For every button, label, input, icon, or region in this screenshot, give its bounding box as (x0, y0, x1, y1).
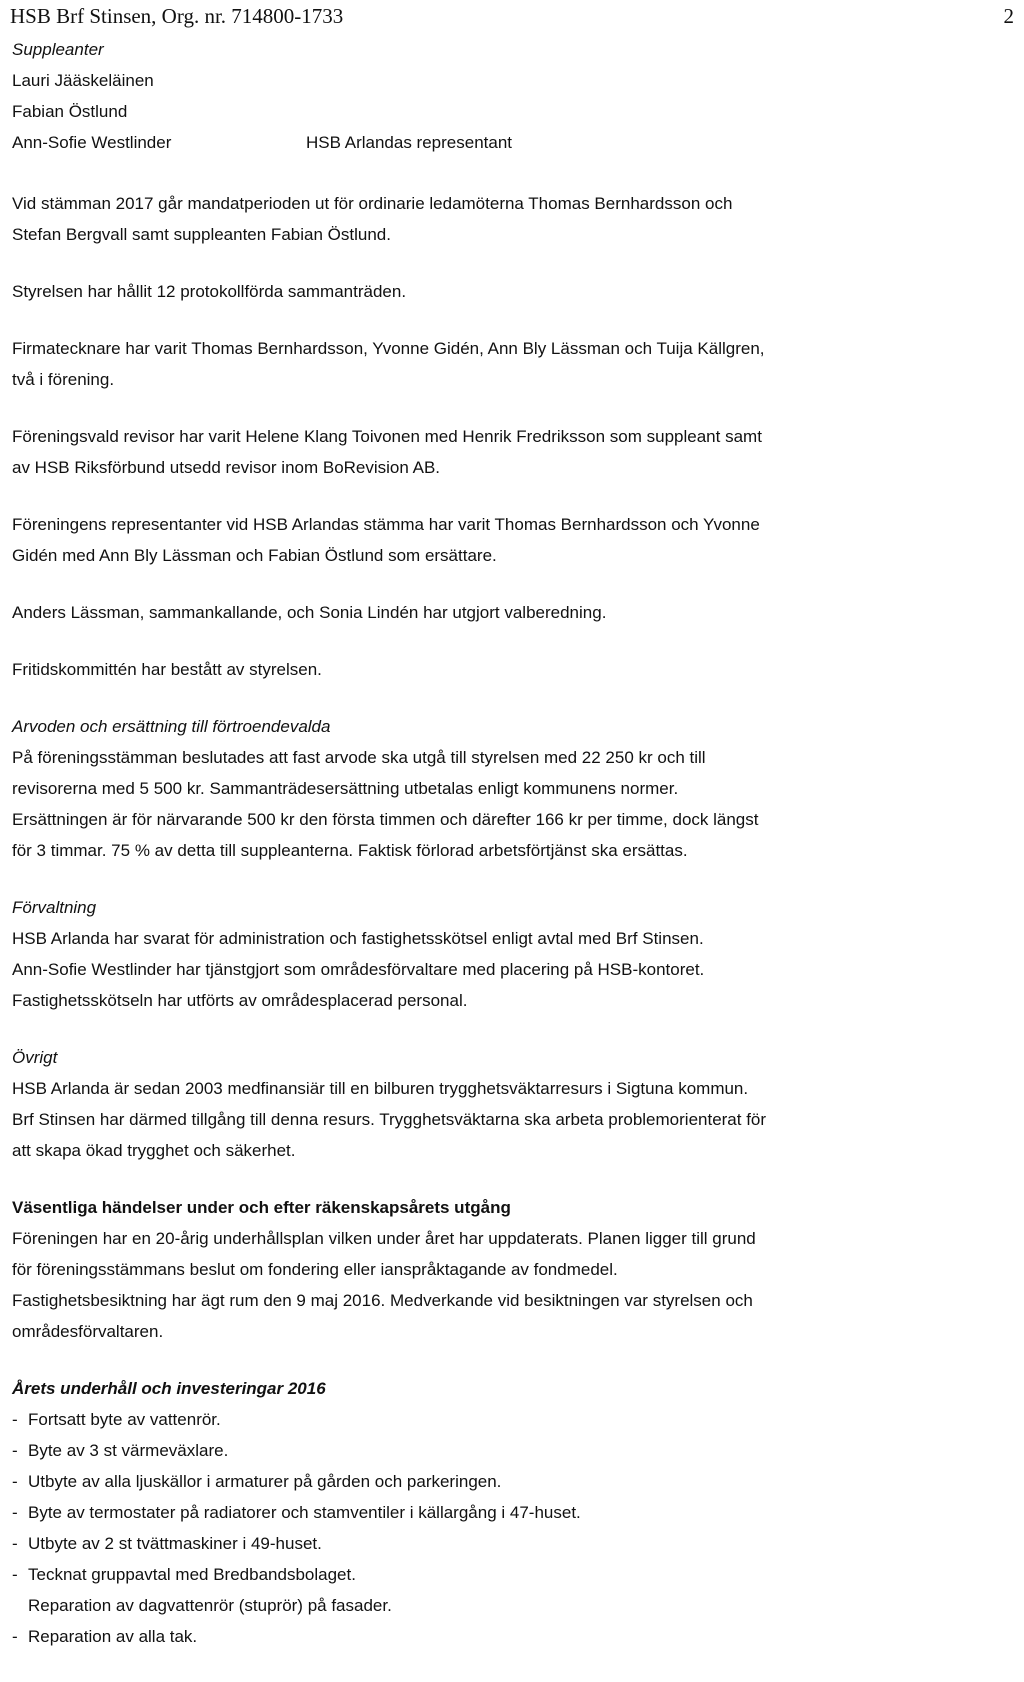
list-dash: - (12, 1410, 18, 1429)
list-item (12, 1466, 1007, 1497)
paragraph-line: att skapa ökad trygghet och säkerhet. (12, 1141, 296, 1160)
paragraph-line: Firmatecknare har varit Thomas Bernhardsson, Yvonne Gidén, Ann Bly Lässman och Tuija Källgren, (12, 339, 765, 358)
list-item-text: Utbyte av alla ljuskällor i armaturer på gården och parkeringen. (28, 1472, 502, 1491)
vasentliga-section (12, 1192, 1007, 1347)
arvoden-section (12, 711, 1007, 866)
paragraph-line: Fastighetsbesiktning har ägt rum den 9 maj 2016. Medverkande vid besiktningen var styrelsen och (12, 1291, 753, 1310)
list-item-text: Reparation av alla tak. (28, 1627, 198, 1646)
suppleanter-section (12, 34, 1007, 158)
paragraph-line: Vid stämman 2017 går mandatperioden ut för ordinarie ledamöterna Thomas Bernhardsson och (12, 194, 733, 213)
styrelse-paragraph (12, 276, 1007, 307)
valberedning-paragraph (12, 597, 1007, 628)
paragraph-line: HSB Arlanda har svarat för administration och fastighetsskötsel enligt avtal med Brf Stinsen. (12, 929, 704, 948)
mandat-paragraph (12, 188, 1007, 250)
paragraph-line: Styrelsen har hållit 12 protokollförda sammanträden. (12, 282, 407, 301)
firmatecknare-paragraph (12, 333, 1007, 395)
suppleanter-heading: Suppleanter (12, 40, 104, 59)
paragraph-line: Gidén med Ann Bly Lässman och Fabian Östlund som ersättare. (12, 546, 497, 565)
document-body (12, 34, 1007, 1652)
paragraph-line: två i förening. (12, 370, 115, 389)
list-item (12, 1559, 1007, 1590)
paragraph-line: Föreningsvald revisor har varit Helene Klang Toivonen med Henrik Fredriksson som suppleant samt (12, 427, 762, 446)
forvaltning-heading: Förvaltning (12, 898, 97, 917)
member-row (12, 127, 1007, 158)
list-item (12, 1404, 1007, 1435)
underhall-section (12, 1373, 1007, 1652)
paragraph-line: Ann-Sofie Westlinder har tjänstgjort som områdesförvaltare med placering på HSB-kontoret. (12, 960, 705, 979)
member-name: Lauri Jääskeläinen (12, 71, 154, 90)
paragraph-line: På föreningsstämman beslutades att fast arvode ska utgå till styrelsen med 22 250 kr och till (12, 748, 706, 767)
paragraph-line: för 3 timmar. 75 % av detta till suppleanterna. Faktisk förlorad arbetsförtjänst ska ersättas. (12, 841, 688, 860)
paragraph-line: Föreningen har en 20-årig underhållsplan vilken under året har uppdaterats. Planen ligger till grund (12, 1229, 756, 1248)
list-item (12, 1528, 1007, 1559)
representanter-paragraph (12, 509, 1007, 571)
list-item (12, 1435, 1007, 1466)
paragraph-line: Anders Lässman, sammankallande, och Sonia Lindén har utgjort valberedning. (12, 603, 607, 622)
list-item-text: Byte av 3 st värmeväxlare. (28, 1441, 229, 1460)
list-dash: - (12, 1472, 18, 1491)
list-item-text: Utbyte av 2 st tvättmaskiner i 49-huset. (28, 1534, 322, 1553)
member-note: HSB Arlandas representant (306, 133, 513, 152)
ovrigt-section (12, 1042, 1007, 1166)
paragraph-line: områdesförvaltaren. (12, 1322, 164, 1341)
paragraph-line: Föreningens representanter vid HSB Arlandas stämma har varit Thomas Bernhardsson och Yvonne (12, 515, 760, 534)
vasentliga-heading: Väsentliga händelser under och efter räkenskapsårets utgång (12, 1198, 511, 1217)
member-name: Ann-Sofie Westlinder (12, 133, 172, 152)
list-dash: - (12, 1503, 18, 1522)
paragraph-line: Fastighetsskötseln har utförts av områdesplacerad personal. (12, 991, 468, 1010)
revisor-paragraph (12, 421, 1007, 483)
paragraph-line: HSB Arlanda är sedan 2003 medfinansiär till en bilburen trygghetsväktarresurs i Sigtuna kommun. (12, 1079, 749, 1098)
forvaltning-section (12, 892, 1007, 1016)
fritid-paragraph (12, 654, 1007, 685)
paragraph-line: av HSB Riksförbund utsedd revisor inom BoRevision AB. (12, 458, 441, 477)
ovrigt-heading: Övrigt (12, 1048, 58, 1067)
paragraph-line: Fritidskommittén har bestått av styrelsen. (12, 660, 322, 679)
list-dash: - (12, 1627, 18, 1646)
paragraph-line: för föreningsstämmans beslut om fondering eller ianspråktagande av fondmedel. (12, 1260, 618, 1279)
paragraph-line: Ersättningen är för närvarande 500 kr den första timmen och därefter 166 kr per timme, dock längst (12, 810, 759, 829)
organization-header: HSB Brf Stinsen, Org. nr. 714800-1733 (10, 4, 344, 28)
member-name: Fabian Östlund (12, 102, 128, 121)
list-item-text: Fortsatt byte av vattenrör. (28, 1410, 221, 1429)
member-row (12, 96, 1007, 127)
list-dash: - (12, 1441, 18, 1460)
list-item (12, 1497, 1007, 1528)
page-number: 2 (1003, 4, 1014, 28)
underhall-heading: Årets underhåll och investeringar 2016 (12, 1379, 326, 1398)
list-dash: - (12, 1534, 18, 1553)
page-header (10, 2, 1014, 30)
list-item (12, 1590, 1007, 1621)
underhall-list (12, 1404, 1007, 1652)
paragraph-line: revisorerna med 5 500 kr. Sammanträdesersättning utbetalas enligt kommunens normer. (12, 779, 679, 798)
list-item-text: Tecknat gruppavtal med Bredbandsbolaget. (28, 1565, 356, 1584)
list-item-text: Reparation av dagvattenrör (stuprör) på fasader. (28, 1596, 392, 1615)
paragraph-line: Brf Stinsen har därmed tillgång till denna resurs. Trygghetsväktarna ska arbeta problemorienterat för (12, 1110, 767, 1129)
list-item-text: Byte av termostater på radiatorer och stamventiler i källargång i 47-huset. (28, 1503, 581, 1522)
list-item (12, 1621, 1007, 1652)
paragraph-line: Stefan Bergvall samt suppleanten Fabian Östlund. (12, 225, 391, 244)
member-row (12, 65, 1007, 96)
list-dash: - (12, 1565, 18, 1584)
arvoden-heading: Arvoden och ersättning till förtroendevalda (12, 717, 331, 736)
